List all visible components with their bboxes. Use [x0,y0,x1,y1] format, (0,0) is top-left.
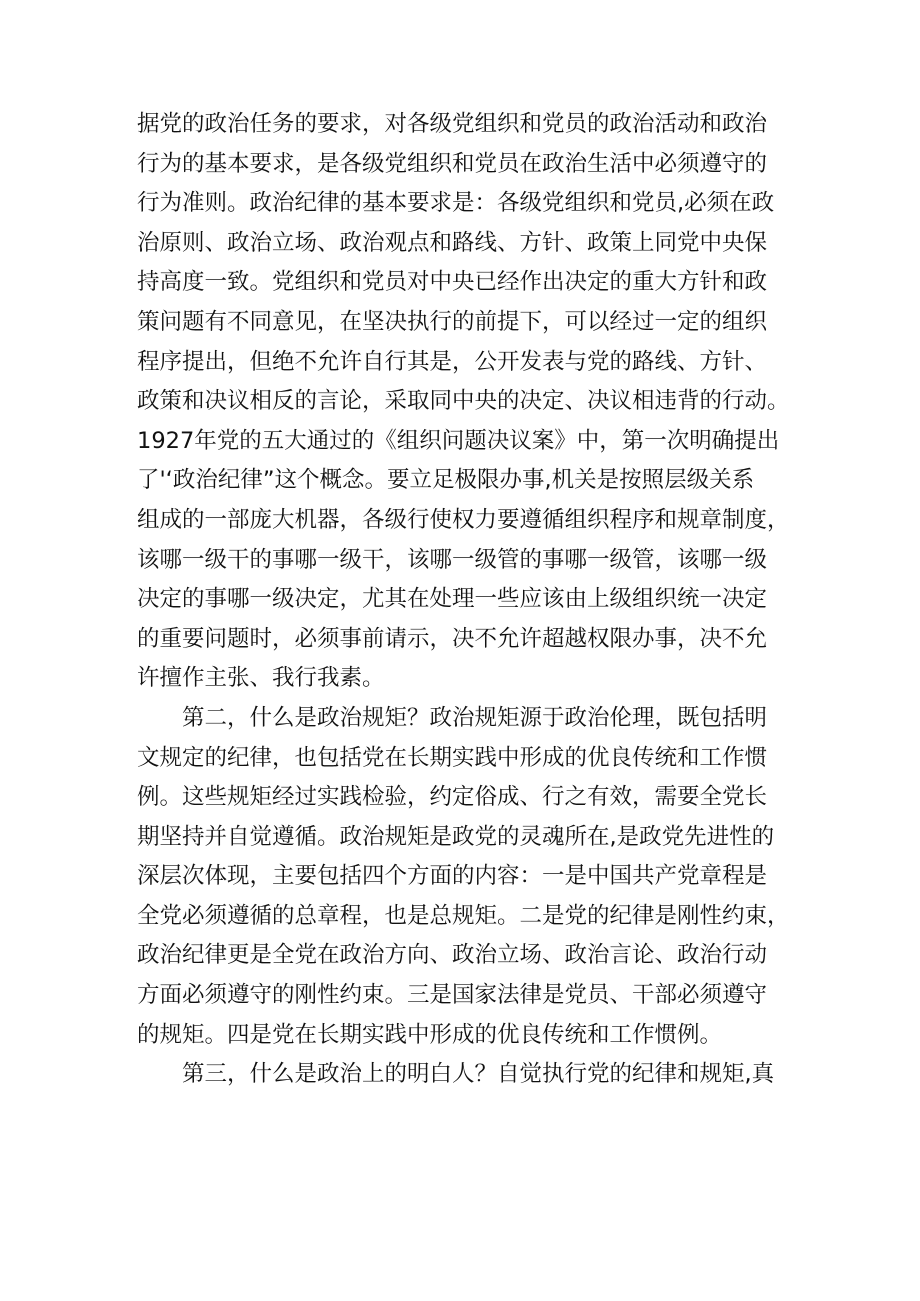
text-line: 方面必须遵守的刚性约束。三是国家法律是党员、干部必须遵守 [137,982,768,1009]
text-line: 了'‘政治纪律”这个概念。要立足极限办事,机关是按照层级关系 [137,467,755,494]
paragraph-start-line: 第二，什么是政治规矩？政治规矩源于政治伦理，既包括明 [182,704,768,731]
text-line: 政治纪律更是全党在政治方向、政治立场、政治言论、政治行动 [137,942,768,969]
text-line: 持高度一致。党组织和党员对中央已经作出决定的重大方针和政 [137,269,768,296]
paragraph-start-line: 第三，什么是政治上的明白人？自觉执行党的纪律和规矩,真 [182,1061,775,1088]
text-line: 该哪一级干的事哪一级干，该哪一级管的事哪一级管，该哪一级 [137,546,768,573]
text-line: 政策和决议相反的言论，采取同中央的决定、决议相违背的行动。 [137,388,790,415]
text-line: 行为准则。政治纪律的基本要求是：各级党组织和党员,必须在政 [137,190,775,217]
text-line: 例。这些规矩经过实践检验，约定俗成、行之有效，需要全党长 [137,784,768,811]
text-line: 治原则、政治立场、政治观点和路线、方针、政策上同党中央保 [137,229,768,256]
text-line: 许擅作主张、我行我素。 [137,665,385,692]
text-line: 决定的事哪一级决定，尤其在处理一些应该由上级组织统一决定 [137,586,768,613]
text-line: 程序提出，但绝不允许自行其是，公开发表与党的路线、方针、 [137,348,768,375]
text-line: 全党必须遵循的总章程，也是总规矩。二是党的纪律是刚性约束， [137,902,790,929]
text-line: 行为的基本要求，是各级党组织和党员在政治生活中必须遵守的 [137,150,768,177]
text-line: 的重要问题时，必须事前请示，决不允许超越权限办事，决不允 [137,625,768,652]
body-text [137,105,797,1095]
text-line: 组成的一部庞大机器，各级行使权力要遵循组织程序和规章制度， [137,506,790,533]
text-line: 策问题有不同意见，在坚决执行的前提下，可以经过一定的组织 [137,308,768,335]
text-line: 1927年党的五大通过的《组织问题决议案》中，第一次明确提出 [137,427,780,454]
text-line: 据党的政治任务的要求，对各级党组织和党员的政治活动和政治 [137,111,768,137]
text-line: 文规定的纪律，也包括党在长期实践中形成的优良传统和工作惯 [137,744,768,771]
text-line: 深层次体现，主要包括四个方面的内容：一是中国共产党章程是 [137,863,768,890]
text-line: 期坚持并自觉遵循。政治规矩是政党的灵魂所在,是政党先进性的 [137,823,775,850]
text-line: 的规矩。四是党在长期实践中形成的优良传统和工作惯例。 [137,1021,723,1048]
